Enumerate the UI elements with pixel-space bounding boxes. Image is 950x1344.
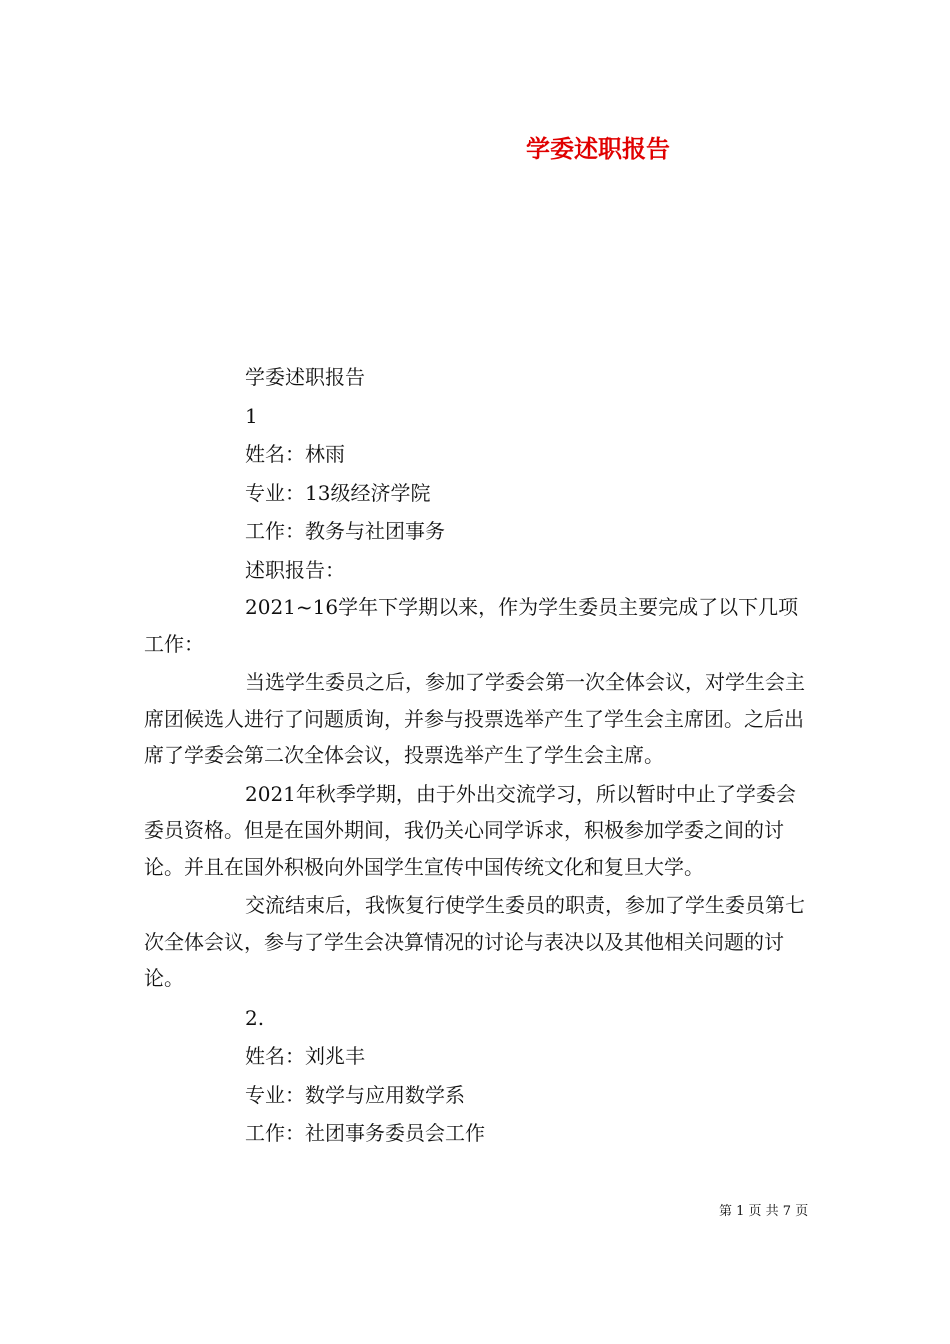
text-line: 姓名：林雨: [245, 442, 345, 466]
text-line: 2.: [245, 1005, 265, 1030]
text-line: 专业：13级经济学院: [245, 480, 431, 505]
text-line: 专业：数学与应用数学系: [245, 1082, 465, 1107]
text-line: 工作：社团事务委员会工作: [245, 1121, 485, 1145]
text-line: 工作：教务与社团事务: [245, 519, 445, 543]
paragraph: 2021~16学年下学期以来，作为学生委员主要完成了以下几项工作：: [144, 595, 799, 656]
document-body: [144, 358, 809, 1153]
document-title: 学委述职报告: [526, 134, 670, 163]
paragraph: 2021年秋季学期，由于外出交流学习，所以暂时中止了学委会委员资格。但是在国外期间，我仍关心同学诉求，积极参加学委之间的讨论。并且在国外积极向外国学生宣传中国传统文化和复旦大学。: [144, 781, 796, 879]
text-line: 述职报告：: [245, 557, 345, 582]
text-line: 学委述职报告: [245, 365, 365, 389]
paragraph: 当选学生委员之后，参加了学委会第一次全体会议，对学生会主席团候选人进行了问题质询，并参与投票选举产生了学生会主席团。之后出席了学委会第二次全体会议，投票选举产生了学生会主席。: [144, 670, 805, 767]
page-footer: 第 1 页 共 7 页: [719, 1204, 809, 1219]
text-line: 1: [245, 403, 258, 428]
paragraph: 交流结束后，我恢复行使学生委员的职责，参加了学生委员第七次全体会议，参与了学生会决算情况的讨论与表决以及其他相关问题的讨论。: [144, 893, 805, 990]
text-line: 姓名：刘兆丰: [245, 1044, 365, 1068]
